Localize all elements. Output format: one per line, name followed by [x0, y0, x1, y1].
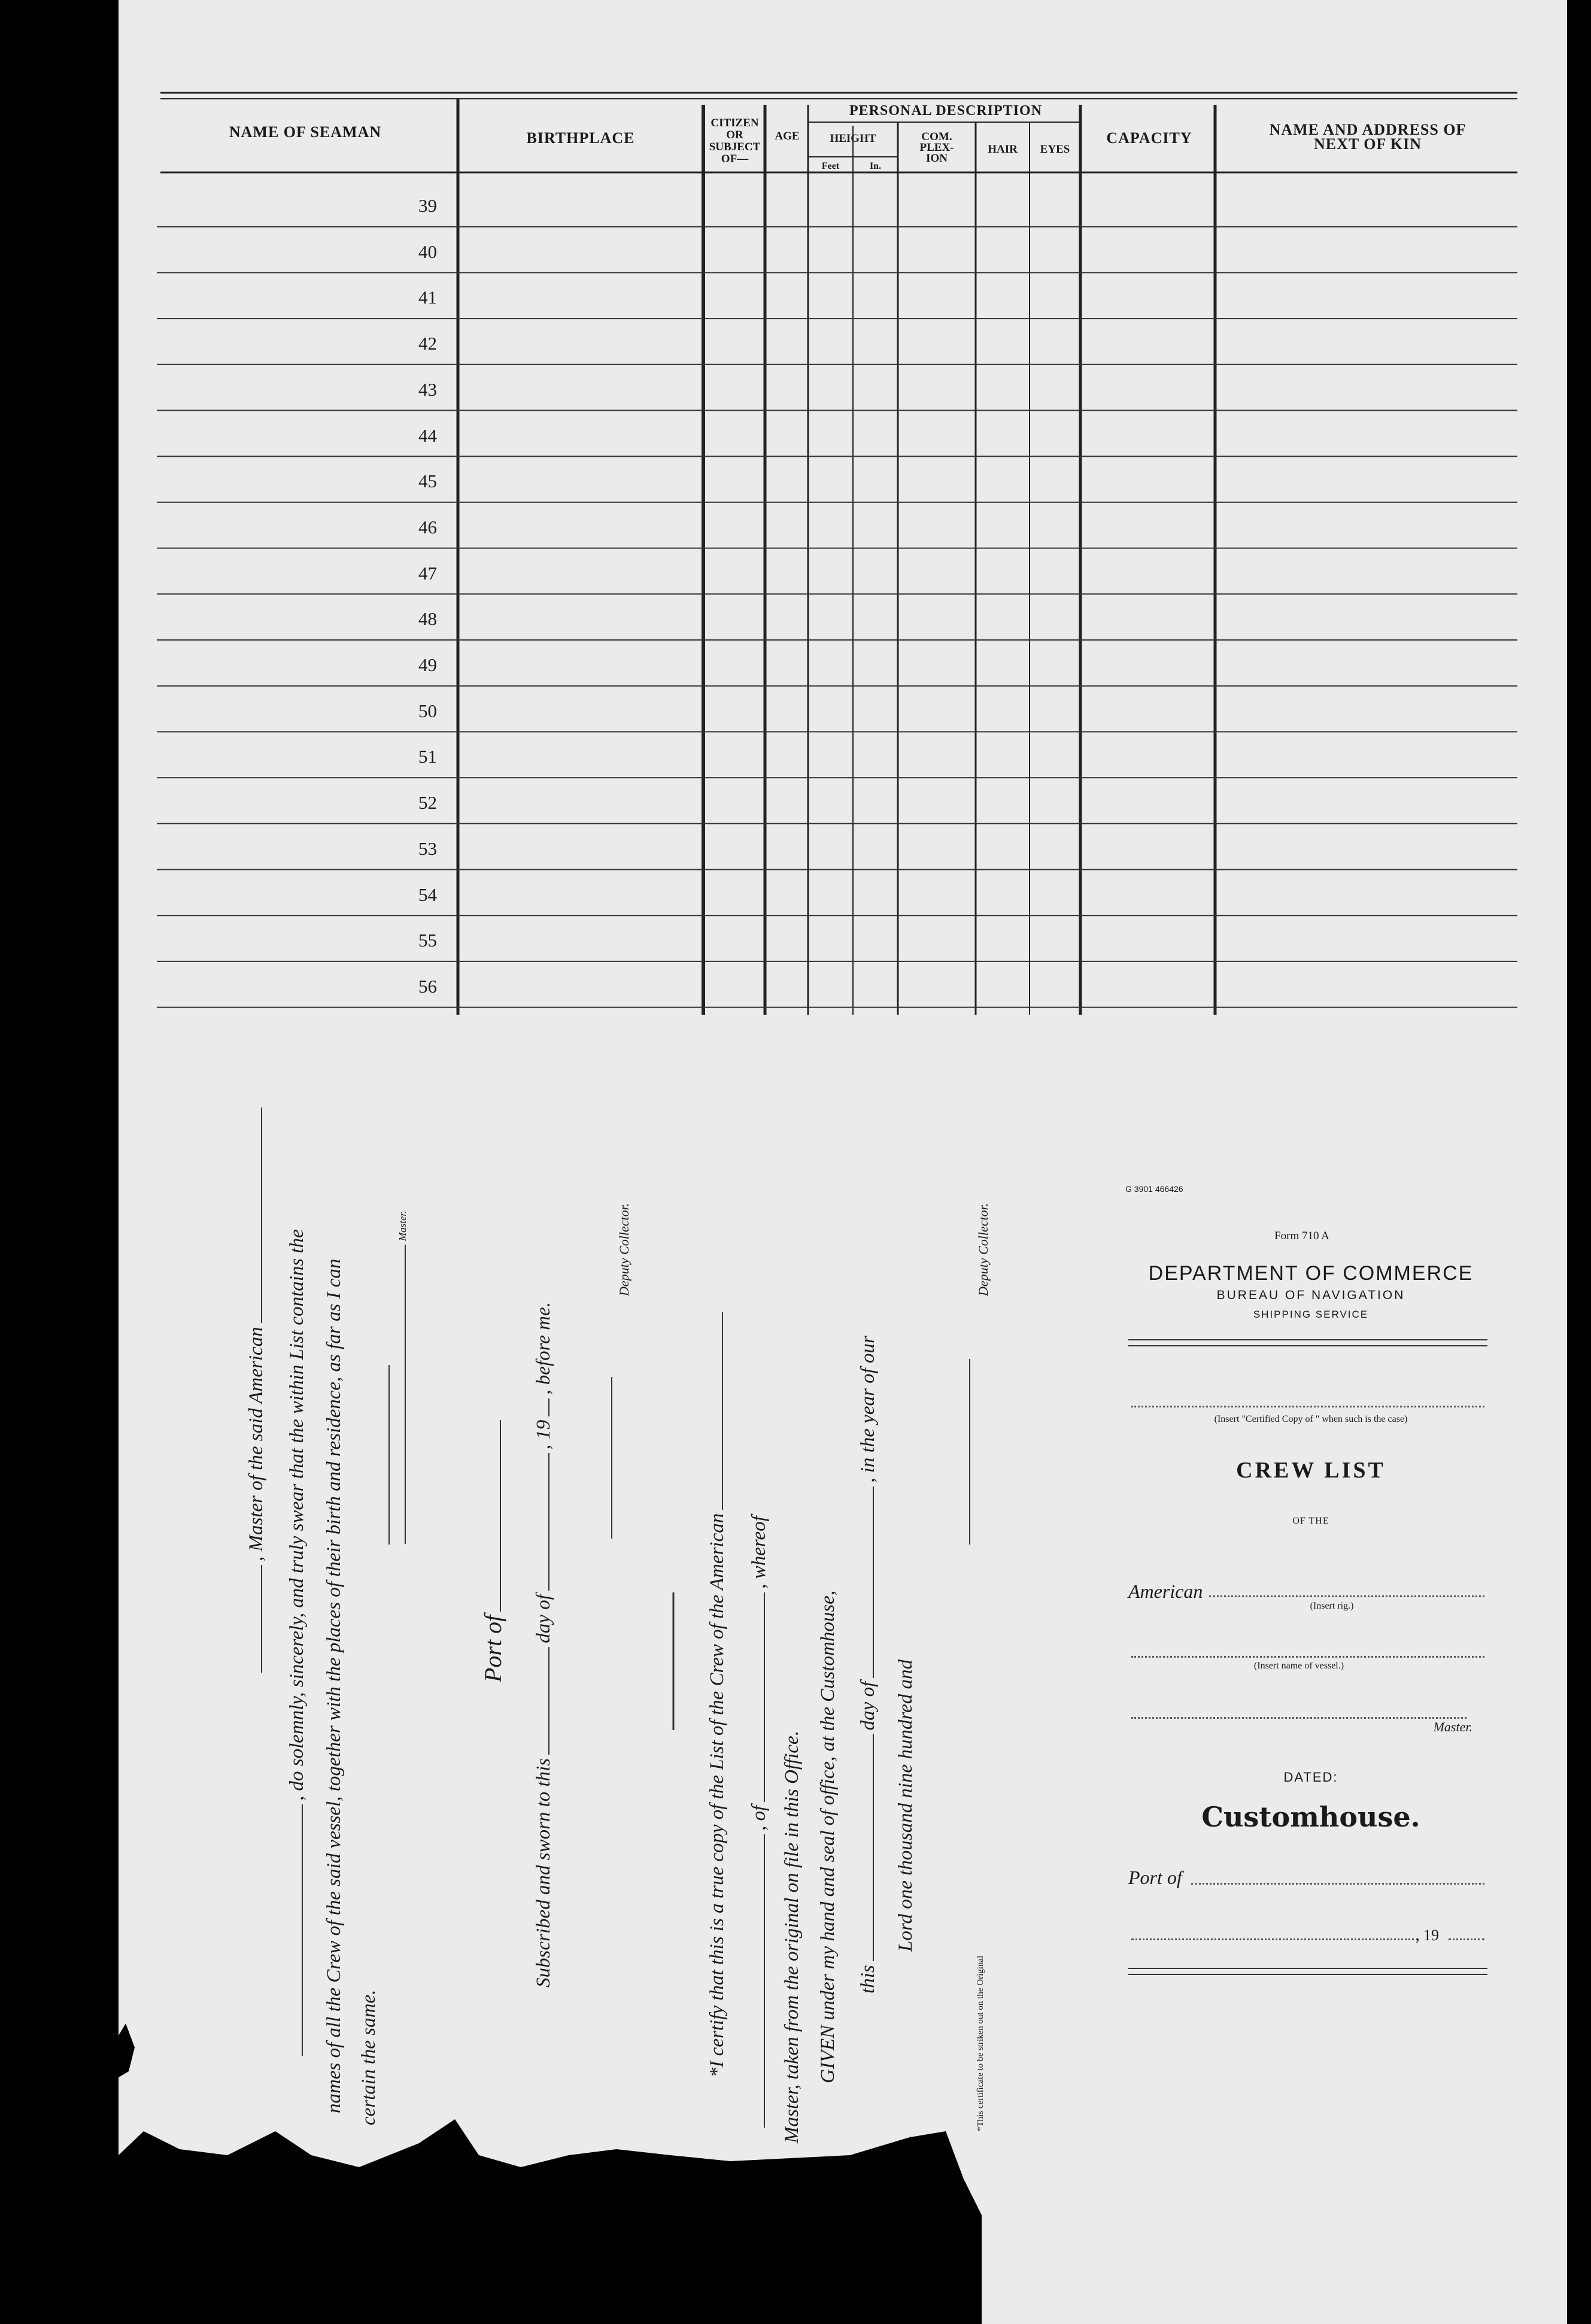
cert-line-2 [748, 1516, 770, 2131]
cert-of: , of [748, 1805, 770, 1831]
header-next-of-kin [1221, 123, 1514, 151]
oath-solemnly: do solemnly, sincerely, and truly swear that the within List contains the [286, 1229, 308, 1791]
cover-year: , 19 [1416, 1926, 1439, 1944]
form-number: Form 710 A [1274, 1230, 1329, 1242]
row-number: 56 [418, 975, 437, 997]
header-inches: In. [869, 161, 882, 171]
cert-footnote-text: *This certificate to be striken out on the Original [976, 1955, 985, 2131]
cert-deputy-label: Deputy Collector. [976, 1203, 991, 1296]
department-title: DEPARTMENT OF COMMERCE [1148, 1262, 1474, 1285]
row-number: 47 [418, 562, 437, 584]
row-number: 44 [418, 424, 437, 446]
header-kin-2: NEXT OF KIN [1313, 135, 1422, 153]
cert-deputy-collector [976, 1203, 991, 1296]
oath-deputy-label: Deputy Collector. [617, 1203, 631, 1296]
cert-this: this [857, 1965, 879, 1994]
cert-line-6 [895, 1659, 917, 1952]
header-citizen-4: OF— [721, 153, 749, 165]
print-code: G 3901 466426 [1125, 1184, 1183, 1194]
cert-day-of: day of [857, 1681, 879, 1731]
cert-footnote [976, 1956, 986, 2131]
header-kin-1: NAME AND ADDRESS OF [1269, 121, 1466, 138]
oath-day-of: day of [533, 1594, 554, 1643]
row-number: 48 [418, 608, 437, 630]
header-birthplace: BIRTHPLACE [526, 129, 635, 147]
insert-rig: (Insert rig.) [1310, 1601, 1354, 1611]
header-eyes: EYES [1040, 143, 1070, 156]
oath-year: , 19 [533, 1419, 554, 1450]
header-complexion [901, 132, 973, 164]
bureau-title: BUREAU OF NAVIGATION [1216, 1288, 1405, 1302]
header-personal-description: PERSONAL DESCRIPTION [849, 103, 1043, 119]
cert-given: GIVEN under my hand and seal of office, at the Customhouse, [817, 1590, 839, 2083]
oath-subscribed [533, 1302, 555, 1988]
row-number: 45 [418, 471, 437, 492]
insert-certified-copy: (Insert "Certified Copy of " when such is the case) [1214, 1414, 1408, 1424]
oath-deputy-collector [617, 1203, 632, 1296]
customhouse-title: Customhouse. [1201, 1801, 1420, 1833]
oath-names-of-crew: names of all the Crew of the said vessel, together with the places of their birth and residence, as far as I can [323, 1258, 345, 2113]
row-number: 52 [418, 792, 437, 814]
cert-taken-from: Master, taken from the original on file in this Office. [781, 1731, 803, 2143]
header-feet: Feet [821, 161, 840, 171]
oath-certain: certain the same. [358, 1989, 379, 2125]
header-citizen-1: CITIZEN [711, 117, 759, 129]
oath-before-me: , before me. [533, 1302, 554, 1395]
service-title: SHIPPING SERVICE [1253, 1309, 1369, 1320]
row-number: 40 [418, 241, 437, 262]
vessel-name-line [1131, 1656, 1484, 1658]
cert-true-copy: *I certify that this is a true copy of the List of the Crew of the American [706, 1513, 728, 2077]
header-complexion-1: COM. [921, 131, 952, 143]
oath-master-of-american: Master of the said American [245, 1327, 267, 1552]
year-line [1449, 1938, 1484, 1940]
oath-master-signature [390, 1210, 409, 1548]
cover-master-label: Master. [1433, 1719, 1472, 1734]
oath-line-3 [323, 1259, 345, 2113]
header-hair: HAIR [988, 143, 1018, 156]
cert-year-of-our: , in the year of our [857, 1336, 879, 1483]
header-citizen [706, 117, 763, 165]
certified-copy-line [1131, 1406, 1484, 1407]
header-citizen-3: SUBJECT [709, 141, 761, 153]
cert-lord-one-thousand: Lord one thousand nine hundred and [895, 1659, 916, 1952]
row-number: 49 [418, 654, 437, 675]
header-capacity: CAPACITY [1106, 129, 1192, 147]
cert-whereof: , whereof [748, 1516, 770, 1589]
port-of-label: Port of [1128, 1867, 1182, 1888]
oath-master-label: Master. [397, 1210, 408, 1241]
insert-vessel-name: (Insert name of vessel.) [1253, 1661, 1344, 1671]
of-the-label: OF THE [1292, 1516, 1329, 1526]
row-number: 54 [418, 884, 437, 905]
oath-port-of-label: Port of [479, 1615, 506, 1682]
american-rig-line [1209, 1595, 1484, 1597]
header-complexion-2: PLEX- [919, 141, 954, 154]
dated-label: DATED: [1283, 1770, 1338, 1785]
row-number: 42 [418, 333, 437, 354]
cert-line-1 [706, 1309, 728, 2077]
row-number: 55 [418, 930, 437, 951]
row-number: 41 [418, 287, 437, 308]
row-number: 53 [418, 838, 437, 859]
row-number: 43 [418, 378, 437, 400]
header-age: AGE [775, 130, 800, 142]
row-number: 39 [418, 195, 437, 216]
header-name-of-seaman: NAME OF SEAMAN [229, 123, 382, 141]
header-height: HEIGHT [830, 132, 876, 145]
row-number: 46 [418, 516, 437, 538]
row-number: 50 [418, 700, 437, 721]
oath-line-1: , Master of the said American [245, 1104, 268, 1676]
row-number: 51 [418, 746, 437, 767]
cert-line-5 [857, 1336, 879, 1994]
oath-port-of [479, 1416, 507, 1682]
date-line [1131, 1938, 1419, 1940]
american-label: American [1128, 1580, 1203, 1602]
crew-list-title: CREW LIST [1236, 1458, 1386, 1483]
cert-line-3 [781, 1731, 803, 2143]
header-complexion-3: ION [926, 152, 948, 165]
cert-line-4 [817, 1591, 839, 2083]
header-citizen-2: OR [726, 129, 743, 141]
oath-line-4 [358, 1990, 380, 2125]
master-line [1131, 1717, 1466, 1719]
port-of-line [1191, 1883, 1484, 1885]
oath-subscribed-label: Subscribed and sworn to this [533, 1758, 554, 1988]
oath-line-2: , do solemnly, sincerely, and truly swear that the within List contains the [286, 1229, 308, 2059]
